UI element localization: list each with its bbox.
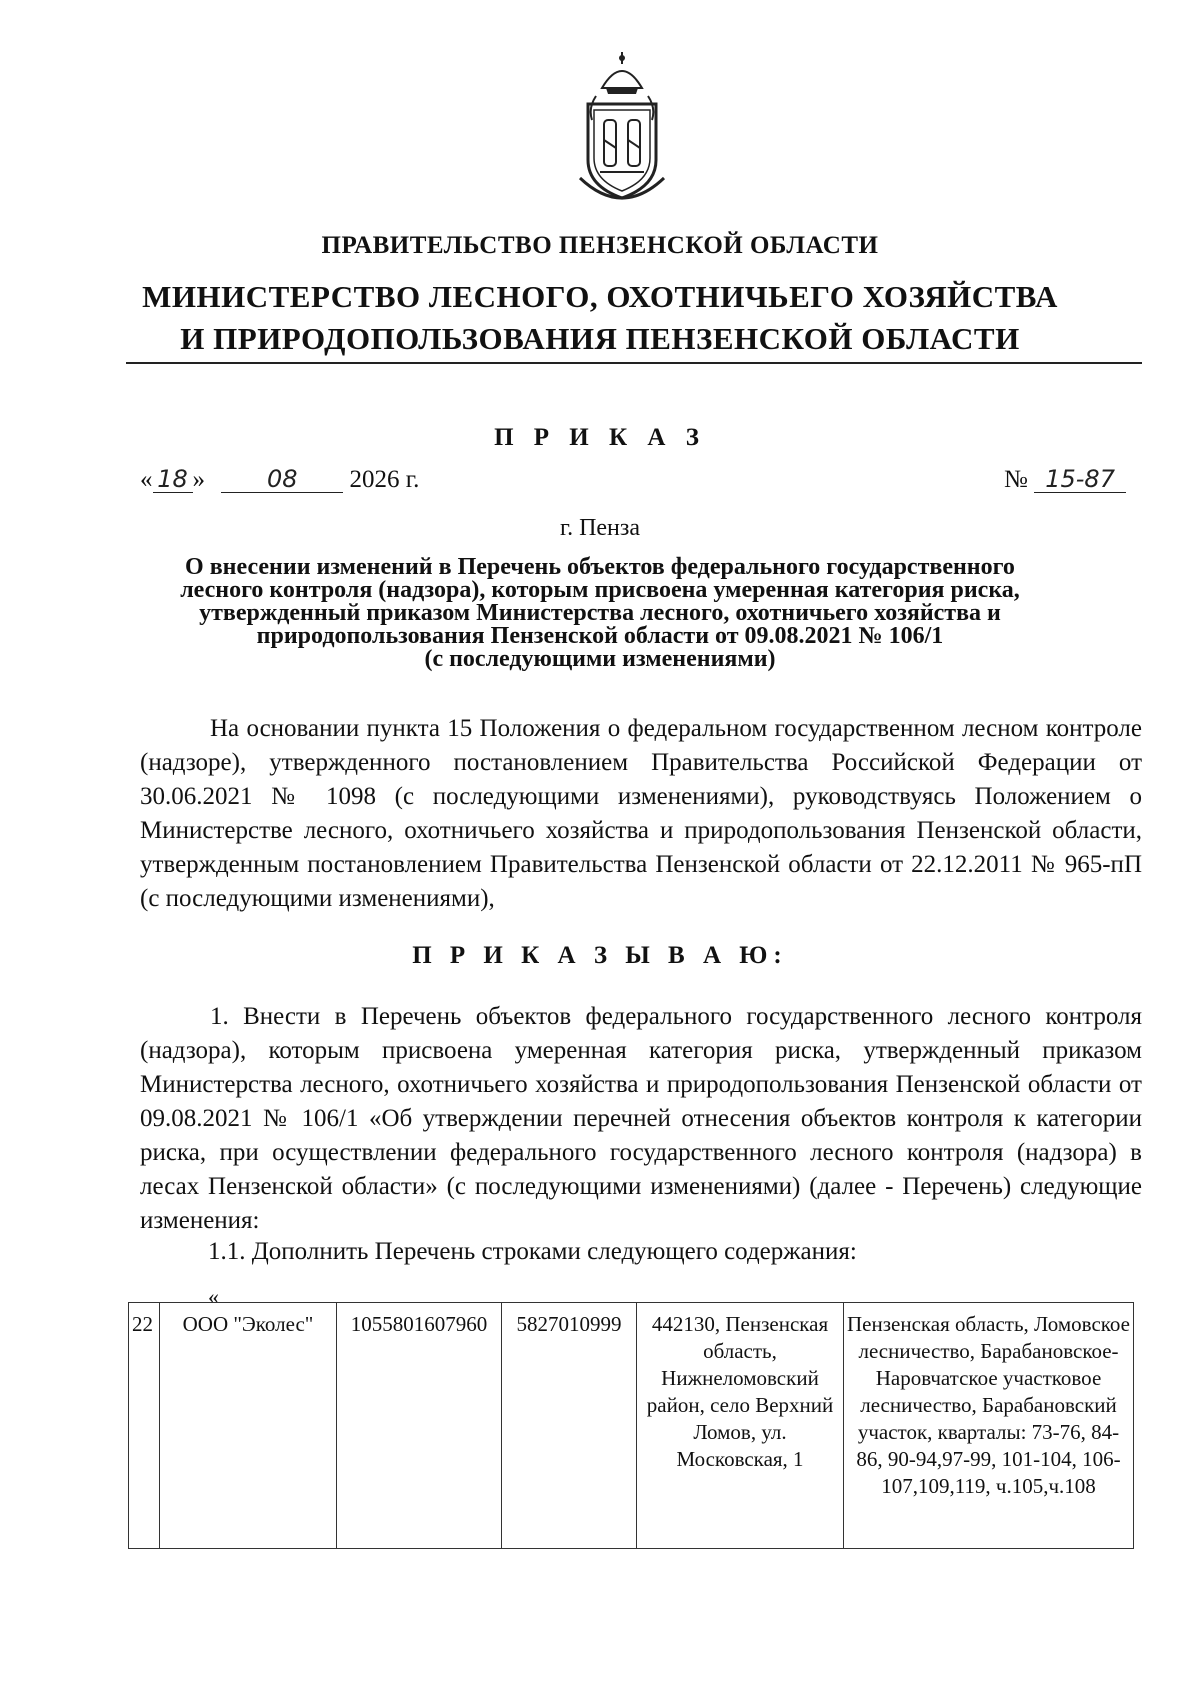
preamble-paragraph: На основании пункта 15 Положения о федеральном государственном лесном контроле (надзоре), утвержденного постановлением Правительства Российской Федерации от 30.06.2021 № 1098 (с последующими изменениями), руководствуясь Положением о Министерстве лесного, охотничьего хозяйства и природопользования Пензенской области, утвержденным постановлением Правительства Пензенской области от 22.12.2011 № 965-пП (с последующими изменениями), [140,715,1142,912]
cell-ogrn: 1055801607960 [337,1303,502,1549]
item1-1-paragraph: 1.1. Дополнить Перечень строками следующего содержания: [208,1238,857,1265]
subject-line1: О внесении изменений в Перечень объектов федерального государственного [185,554,1015,580]
cell-address: 442130, Пензенская область, Нижнеломовский район, село Верхний Ломов, ул. Московская, 1 [637,1303,844,1549]
objects-table [128,1302,1134,1549]
number-label: № [1004,466,1028,493]
table-row [129,1303,1134,1549]
ministry-name-line2: И ПРИРОДОПОЛЬЗОВАНИЯ ПЕНЗЕНСКОЙ ОБЛАСТИ [180,321,1020,356]
subject-line5: (с последующими изменениями) [424,646,776,672]
date-month: 08 [221,466,343,493]
cell-location: Пензенская область, Ломовское лесничество, Барабановское-Наровчатское участковое лесничество, Барабановский участок, кварталы: 73-76, 84-86, 90-94,97-99, 101-104, 106-107,109,119, ч.105,ч.108 [844,1303,1134,1549]
cell-number: 22 [129,1303,160,1549]
order-number [1004,466,1126,494]
coat-of-arms-icon [566,48,678,208]
date-close-quote: » [192,466,205,493]
opening-quote-mark: « [208,1284,219,1309]
order-subject [0,556,1200,671]
cell-inn: 5827010999 [502,1303,637,1549]
date-year: 2026 г. [349,466,420,493]
header-divider [126,362,1142,364]
order-date [140,466,419,494]
city: г. Пенза [559,515,641,541]
subject-line2: лесного контроля (надзора), которым присвоена умеренная категория риска, [180,577,1020,603]
order-title: П Р И К А З [494,424,706,451]
subject-line4: природопользования Пензенской области от 09.08.2021 № 106/1 [256,623,944,649]
orders-heading: П Р И К А З Ы В А Ю: [412,942,788,969]
date-day: 18 [153,466,193,493]
item1-paragraph: 1. Внести в Перечень объектов федерального государственного лесного контроля (надзора), которым присвоена умеренная категория риска, утвержденный приказом Министерства лесного, охотничьего хозяйства и природопользования Пензенской области от 09.08.2021 № 106/1 «Об утверждении перечней отнесения объектов контроля к категории риска, при осуществлении федерального государственного лесного контроля (надзора) в лесах Пензенской области» (с последующими изменениями) (далее - Перечень) следующие изменения: [140,1003,1142,1234]
number-value: 15-87 [1034,466,1126,493]
government-name: ПРАВИТЕЛЬСТВО ПЕНЗЕНСКОЙ ОБЛАСТИ [321,232,879,259]
ministry-name-line1: МИНИСТЕРСТВО ЛЕСНОГО, ОХОТНИЧЬЕГО ХОЗЯЙСТВА [142,279,1058,314]
cell-org-name: ООО "Эколес" [160,1303,337,1549]
ministry-name [0,276,1200,360]
date-open-quote: « [140,466,153,493]
coat-of-arms-emblem [566,48,678,208]
subject-line3: утвержденный приказом Министерства лесного, охотничьего хозяйства и [199,600,1001,626]
